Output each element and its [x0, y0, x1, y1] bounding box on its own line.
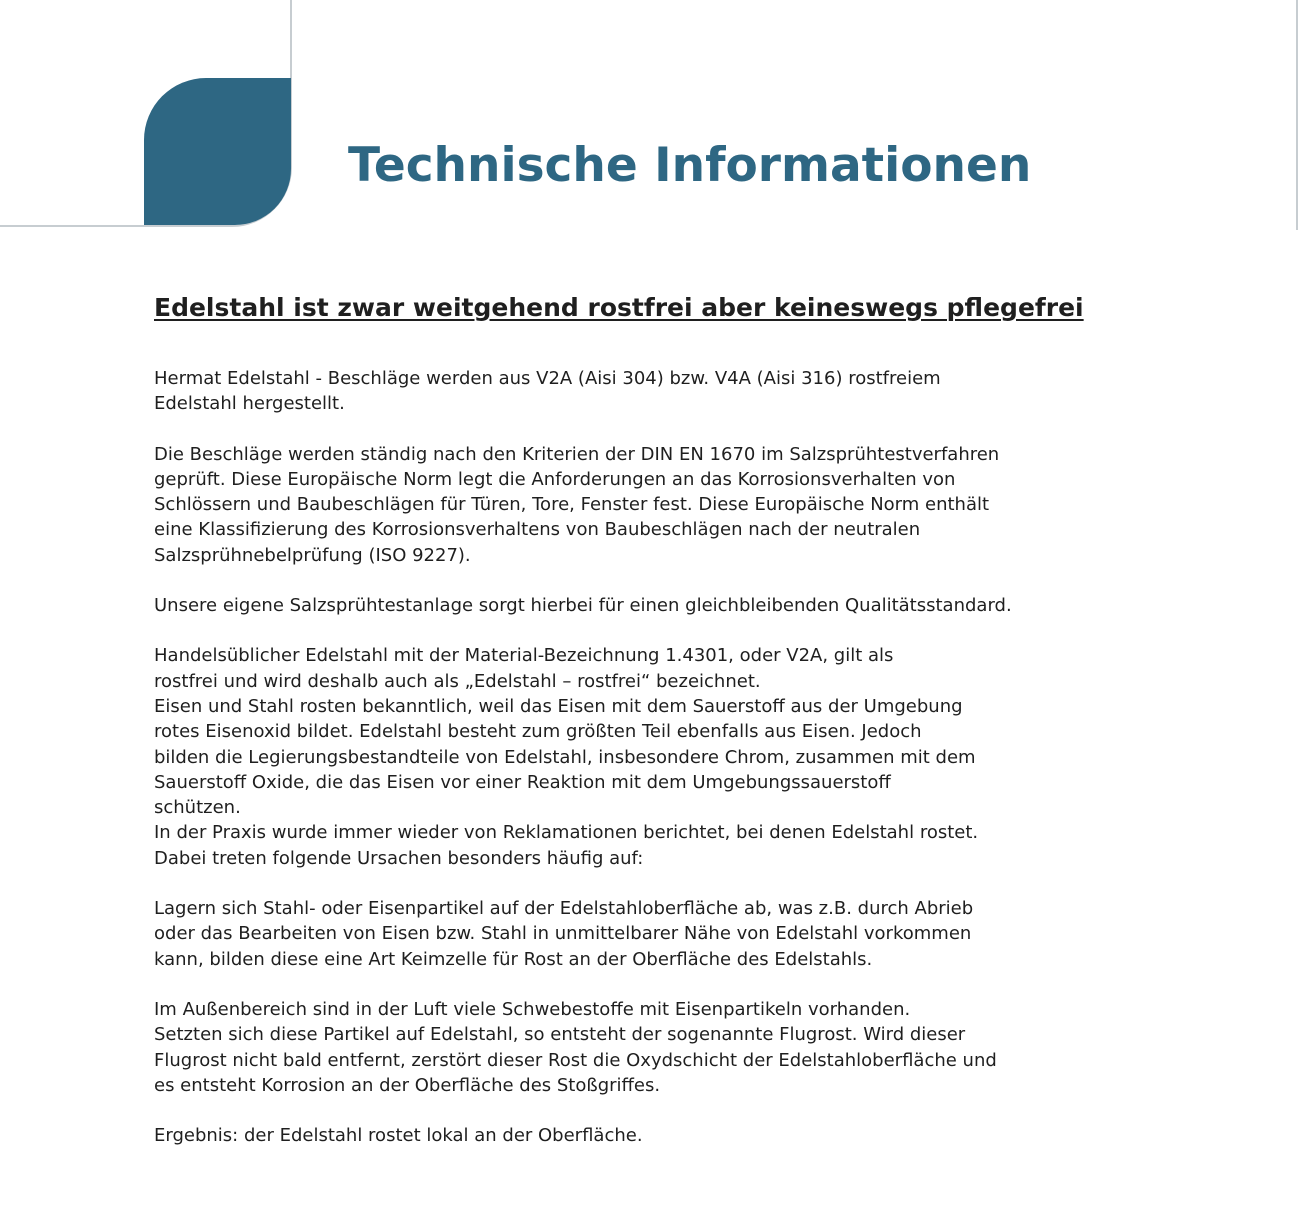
paragraph-flash-rust	[154, 997, 1244, 1098]
paragraph-result	[154, 1123, 1244, 1148]
paragraph-stainless-explanation	[154, 643, 1244, 871]
paragraph-line: es entsteht Korrosion an der Oberfläche des Stoßgriffes.	[154, 1074, 661, 1096]
paragraph-din-norm	[154, 442, 1244, 568]
paragraph-material	[154, 366, 1244, 417]
paragraph-line: rotes Eisenoxid bildet. Edelstahl besteht zum größten Teil ebenfalls aus Eisen. Jedoch	[154, 721, 922, 743]
brand-corner-block	[144, 78, 291, 225]
paragraph-line: schützen.	[154, 797, 241, 819]
paragraph-line: geprüft. Diese Europäische Norm legt die Anforderungen an das Korrosionsverhalten von	[154, 468, 956, 490]
paragraph-line: Dabei treten folgende Ursachen besonders häufig auf:	[154, 847, 644, 869]
paragraph-line: Lagern sich Stahl- oder Eisenpartikel auf der Edelstahloberfläche ab, was z.B. durch Abrieb	[154, 898, 974, 920]
paragraph-line: bilden die Legierungsbestandteile von Edelstahl, insbesondere Chrom, zusammen mit dem	[154, 746, 976, 768]
paragraph-line: Salzsprühnebelprüfung (ISO 9227).	[154, 544, 471, 566]
paragraph-line: Edelstahl hergestellt.	[154, 393, 345, 415]
section-heading: Edelstahl ist zwar weitgehend rostfrei aber keineswegs pflegefrei	[154, 293, 1084, 322]
paragraph-line: eine Klassifizierung des Korrosionsverhaltens von Baubeschlägen nach der neutralen	[154, 519, 921, 541]
paragraph-line: Schlössern und Baubeschlägen für Türen, Tore, Fenster fest. Diese Europäische Norm enthält	[154, 494, 990, 516]
paragraph-line: Sauerstoff Oxide, die das Eisen vor einer Reaktion mit dem Umgebungssauerstoff	[154, 771, 891, 793]
paragraph-line: Die Beschläge werden ständig nach den Kriterien der DIN EN 1670 im Salzsprühtestverfahren	[154, 443, 1000, 465]
paragraph-line: Setzten sich diese Partikel auf Edelstahl, so entsteht der sogenannte Flugrost. Wird dieser	[154, 1024, 966, 1046]
paragraph-iron-particles	[154, 896, 1244, 972]
frame-horizontal-line	[0, 225, 232, 227]
paragraph-line: Ergebnis: der Edelstahl rostet lokal an der Oberfläche.	[154, 1125, 643, 1147]
page-title: Technische Informationen	[348, 138, 1032, 193]
paragraph-line: Im Außenbereich sind in der Luft viele Schwebestoffe mit Eisenpartikeln vorhanden.	[154, 998, 911, 1020]
frame-right-edge-line	[1296, 0, 1298, 230]
paragraph-line: rostfrei und wird deshalb auch als „Edelstahl – rostfrei“ bezeichnet.	[154, 670, 761, 692]
paragraph-line: Eisen und Stahl rosten bekanntlich, weil das Eisen mit dem Sauerstoff aus der Umgebung	[154, 695, 963, 717]
document-content	[154, 288, 1244, 1173]
paragraph-test-facility	[154, 593, 1244, 618]
paragraph-line: Flugrost nicht bald entfernt, zerstört dieser Rost die Oxydschicht der Edelstahloberfläche und	[154, 1049, 997, 1071]
paragraph-line: Handelsüblicher Edelstahl mit der Material-Bezeichnung 1.4301, oder V2A, gilt als	[154, 645, 894, 667]
paragraph-line: kann, bilden diese eine Art Keimzelle für Rost an der Oberfläche des Edelstahls.	[154, 948, 873, 970]
paragraph-line: Unsere eigene Salzsprühtestanlage sorgt hierbei für einen gleichbleibenden Qualitätsstandard.	[154, 595, 1012, 617]
paragraph-line: Hermat Edelstahl - Beschläge werden aus V2A (Aisi 304) bzw. V4A (Aisi 316) rostfreiem	[154, 368, 941, 389]
paragraph-line: oder das Bearbeiten von Eisen bzw. Stahl in unmittelbarer Nähe von Edelstahl vorkommen	[154, 923, 972, 945]
paragraph-line: In der Praxis wurde immer wieder von Reklamationen berichtet, bei denen Edelstahl rostet.	[154, 822, 979, 844]
